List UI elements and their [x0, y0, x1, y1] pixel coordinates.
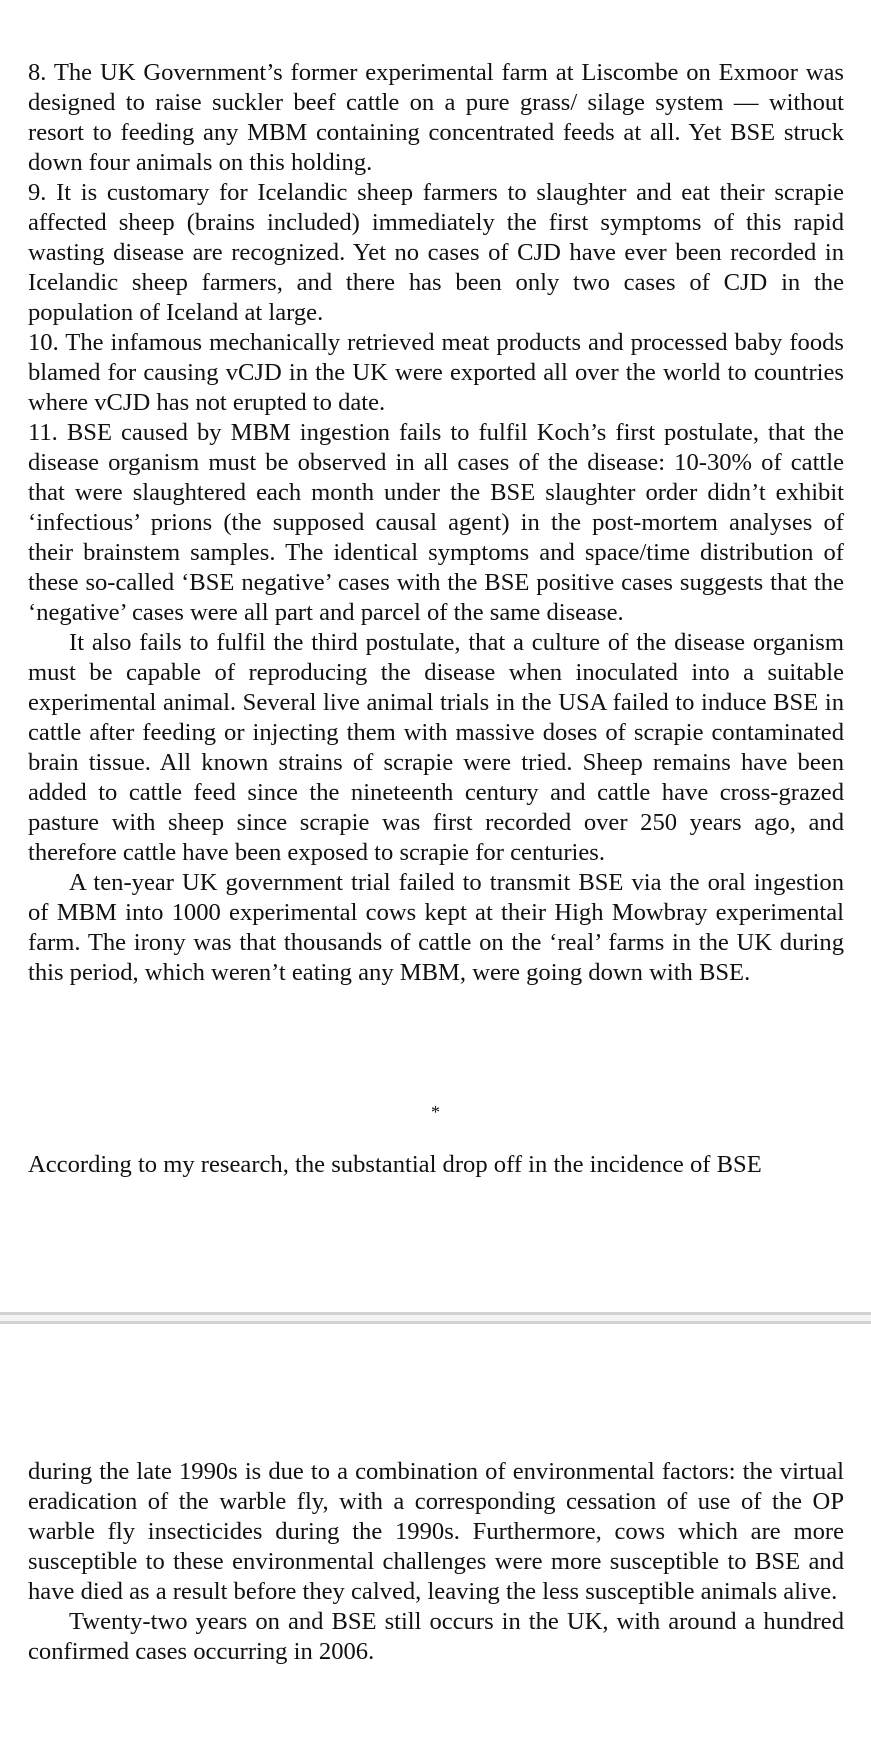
- paragraph-third-postulate: It also fails to fulfil the third postulate, that a culture of the disease organism must be capable of reproducing the disease when inoculated into a suitable experimental animal. Several live animal trials in the USA failed to induce BSE in cattle after feeding or injecting them with massive doses of scrapie contaminated brain tissue. All known strains of scrapie were tried. Sheep remains have been added to cattle feed since the nineteenth century and cattle have cross-grazed pasture with sheep since scrapie was first recorded over 250 years ago, and therefore cattle have been exposed to scrapie for centuries.: [28, 629, 844, 866]
- document-page-bottom: [0, 1324, 871, 1751]
- paragraph-research-start: According to my research, the substantial drop off in the incidence of BSE: [28, 1151, 762, 1178]
- paragraph-twenty-two-years: Twenty-two years on and BSE still occurs in the UK, with around a hundred confirmed cases occurring in 2006.: [28, 1608, 844, 1665]
- paragraph-point-8: 8. The UK Government’s former experimental farm at Liscombe on Exmoor was designed to raise suckler beef cattle on a pure grass/ silage system — without resort to feeding any MBM containing concentrated feeds at all. Yet BSE struck down four animals on this holding.: [28, 59, 844, 176]
- paragraph-research-continued: during the late 1990s is due to a combination of environmental factors: the virtual eradication of the warble fly, with a corresponding cessation of use of the OP warble fly insecticides during the 1990s. Furthermore, cows which are more susceptible to these environmental challenges were more susceptible to BSE and have died as a result before they calved, leaving the less susceptible animals alive.: [28, 1458, 844, 1605]
- paragraph-uk-trial: A ten-year UK government trial failed to transmit BSE via the oral ingestion of MBM into 1000 experimental cows kept at their High Mowbray experimental farm. The irony was that thousands of cattle on the ‘real’ farms in the UK during this period, which weren’t eating any MBM, were going down with BSE.: [28, 869, 844, 986]
- section-separator: *: [431, 1102, 440, 1122]
- body-text-continued: [28, 1150, 844, 1180]
- paragraph-point-9: 9. It is customary for Icelandic sheep farmers to slaughter and eat their scrapie affected sheep (brains included) immediately the first symptoms of this rapid wasting disease are recognized. Yet no cases of CJD have ever been recorded in Icelandic sheep farmers, and there has been only two cases of CJD in the population of Iceland at large.: [28, 179, 844, 326]
- paragraph-point-11: 11. BSE caused by MBM ingestion fails to fulfil Koch’s first postulate, that the disease organism must be observed in all cases of the disease: 10-30% of cattle that were slaughtered each month under the BSE slaughter order didn’t exhibit ‘infectious’ prions (the supposed causal agent) in the post-mortem analyses of their brainstem samples. The identical symptoms and space/time distribution of these so-called ‘BSE negative’ cases with the BSE positive cases suggests that the ‘negative’ cases were all part and parcel of the same disease.: [28, 419, 844, 626]
- paragraph-point-10: 10. The infamous mechanically retrieved meat products and processed baby foods blamed for causing vCJD in the UK were exported all over the world to countries where vCJD has not erupted to date.: [28, 329, 844, 416]
- body-text-bottom: [28, 1457, 844, 1667]
- body-text-top: [28, 58, 844, 988]
- page-break-divider: [0, 1312, 871, 1324]
